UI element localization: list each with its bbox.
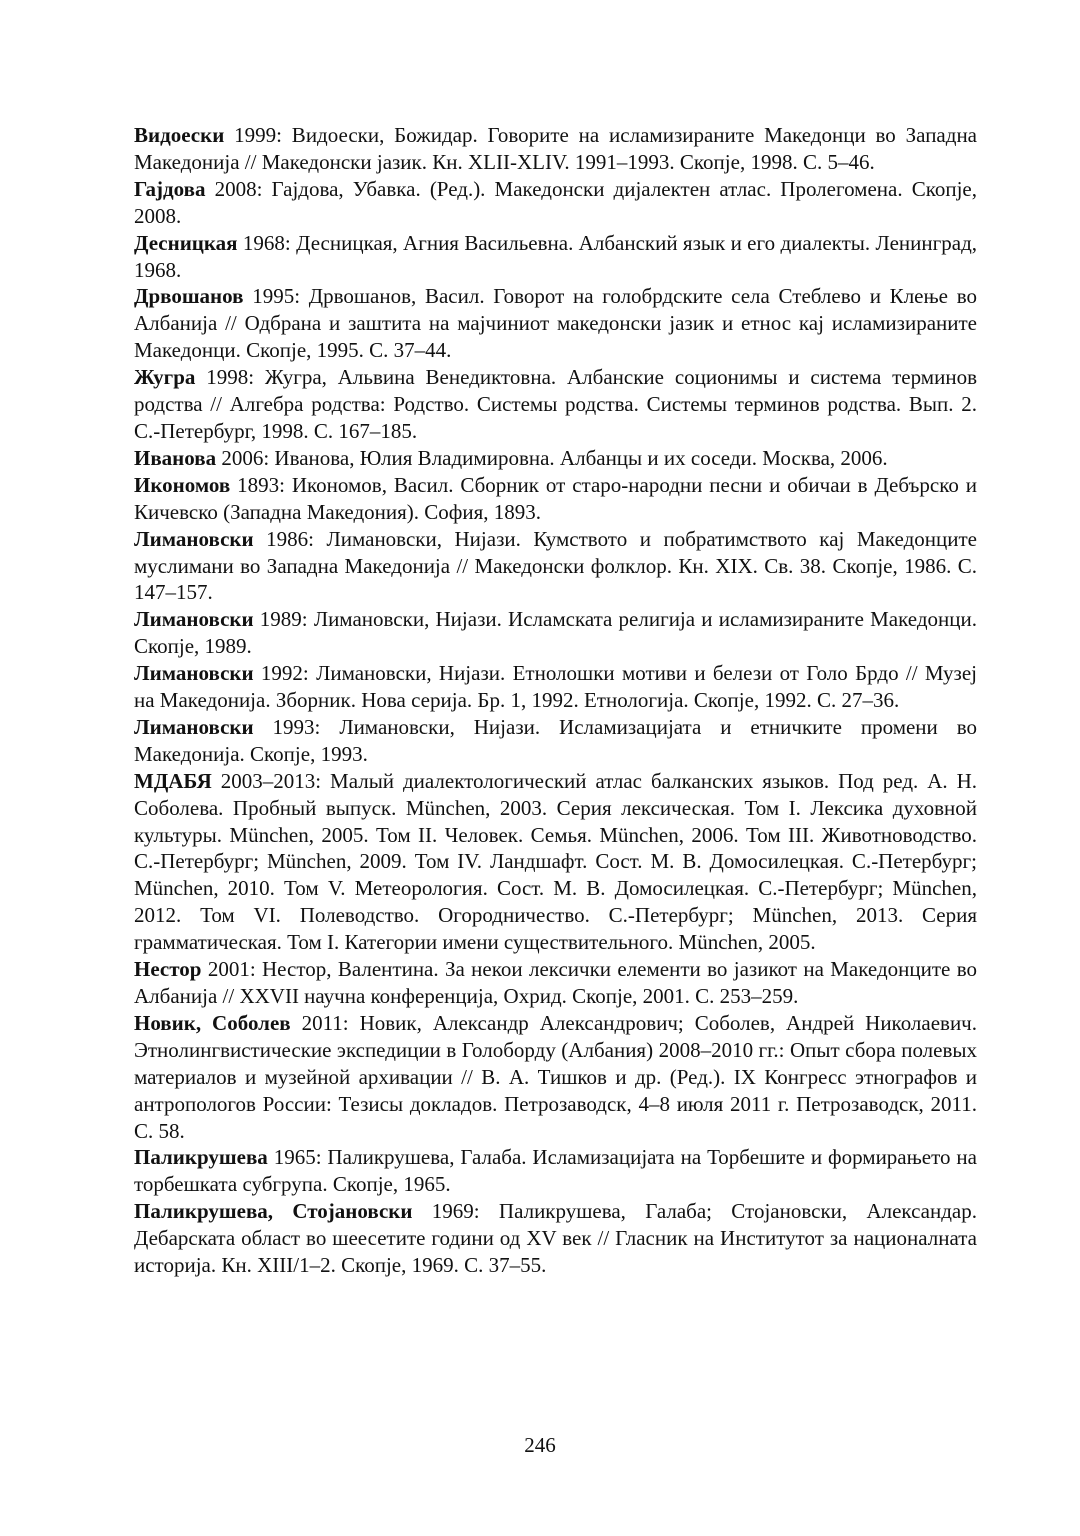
bibliography-entry xyxy=(134,176,977,230)
bibliography-entry xyxy=(134,1010,977,1145)
bibliography-entry xyxy=(134,230,977,284)
entry-text: 1893: Икономов, Васил. Сборник от старо-народни песни и обичаи в Дебърско и Кичевско (Западна Македония). София, 1893. xyxy=(134,472,977,524)
entry-author: Лимановски xyxy=(134,714,254,739)
bibliography-entry xyxy=(134,526,977,607)
entry-author: Нестор xyxy=(134,957,202,982)
entry-author: Паликрушева xyxy=(134,1145,268,1170)
entry-author: Паликрушева, Стојановски xyxy=(134,1199,413,1224)
bibliography-entry xyxy=(134,472,977,526)
bibliography-entry xyxy=(134,1144,977,1198)
entry-author: Новик, Соболев xyxy=(134,1010,291,1035)
entry-author: Гајдова xyxy=(134,176,206,201)
entry-text: 2001: Нестор, Валентина. За некои лексички елементи во јазикот на Македонците во Албанија // XXVII научна конференција, Охрид. Скопје, 2001. С. 253–259. xyxy=(134,957,977,1008)
bibliography-entry xyxy=(134,283,977,364)
entry-text: 1986: Лимановски, Нијази. Кумството и побратимството кај Македонците муслимани во Западна Македонија // Македонски фолклор. Кн. XIX. Св. 38. Скопје, 1986. С. 147–157. xyxy=(134,526,977,605)
entry-text: 2011: Новик, Александр Александрович; Соболев, Андрей Николаевич. Этнолингвистические экспедиции в Голоборду (Албания) 2008–2010 гг.: Опыт сбора полевых материалов и музейной архивации // В. А. Тишков и др. (Ред.). IX Конгресс этнографов и антропологов России: Тезисы докладов. Петрозаводск, 4–8 июля 2011 г. Петрозаводск, 2011. С. 58. xyxy=(134,1010,977,1143)
entry-text: 1998: Жугра, Альвина Венедиктовна. Албанские соционимы и система терминов родства // Алгебра родства: Родство. Системы родства. Системы терминов родства. Вып. 2. С.-Петербург, 1998. С. 167–185. xyxy=(134,365,977,443)
entry-text: 2006: Иванова, Юлия Владимировна. Албанцы и их соседи. Москва, 2006. xyxy=(216,445,888,470)
entry-author: Жугра xyxy=(134,365,196,390)
bibliography-entry xyxy=(134,364,977,445)
bibliography-entry xyxy=(134,956,977,1010)
entry-text: 2008: Гајдова, Убавка. (Ред.). Македонски дијалектен атлас. Пролегомена. Скопје, 2008. xyxy=(134,176,977,228)
bibliography-entry xyxy=(134,768,977,956)
entry-text: 1992: Лимановски, Нијази. Етнолошки мотиви и белези от Голо Брдо // Музеј на Македонија. Зборник. Нова серија. Бр. 1, 1992. Етнологија. Скопје, 1992. С. 27–36. xyxy=(134,661,977,713)
entry-text: 2003–2013: Малый диалектологический атлас балканских языков. Под ред. А. Н. Соболева. Пробный выпуск. München, 2003. Серия лексическая. Том I. Лексика духовной культуры. München, 2005. Том II. Человек. Семья. München, 2006. Том III. Животноводство. С.-Петербург; München, 2009. Том IV. Ландшафт. Сост. М. В. Домосилецкая. С.-Петербург; München, 2010. Том V. Метеорология. Сост. М. В. Домосилецкая. С.-Петербург; München, 2012. Том VI. Полеводство. Огородничество. С.-Петербург; München, 2013. Серия грамматическая. Том I. Категории имени существительного. München, 2005. xyxy=(134,768,977,955)
entry-text: 1968: Десницкая, Агния Васильевна. Албанский язык и его диалекты. Ленинград, 1968. xyxy=(134,230,977,282)
bibliography-entry xyxy=(134,660,977,714)
entry-text: 1969: Паликрушева, Галаба; Стојановски, Александар. Дебарската област во шеесетите години од XV век // Гласник на Институтот за националната историја. Кн. XIII/1–2. Скопје, 1969. С. 37–55. xyxy=(134,1199,977,1278)
entry-author: Лимановски xyxy=(134,526,254,551)
entry-text: 1989: Лимановски, Нијази. Исламската религија и исламизираните Македонци. Скопје, 1989. xyxy=(134,607,977,659)
entry-author: Десницкая xyxy=(134,230,238,255)
entry-author: Лимановски xyxy=(134,607,254,632)
bibliography-entry xyxy=(134,445,977,472)
entry-text: 1993: Лимановски, Нијази. Исламизацијата и етничките промени во Македонија. Скопје, 1993. xyxy=(134,714,977,766)
entry-text: 1999: Видоески, Божидар. Говорите на исламизираните Македонци во Западна Македонија // Македонски јазик. Кн. XLII-XLIV. 1991–1993. Скопје, 1998. С. 5–46. xyxy=(134,123,977,174)
entry-author: МДАБЯ xyxy=(134,768,212,793)
page-number: 246 xyxy=(524,1433,556,1457)
bibliography-list xyxy=(134,122,977,1279)
bibliography-entry xyxy=(134,606,977,660)
bibliography-entry xyxy=(134,1198,977,1279)
entry-text: 1965: Паликрушева, Галаба. Исламизацијата на Торбешите и формирањето на торбешката субгрупа. Скопје, 1965. xyxy=(134,1145,977,1197)
entry-author: Иванова xyxy=(134,445,217,470)
entry-author: Видоески xyxy=(134,123,225,147)
bibliography-entry xyxy=(134,122,977,176)
entry-author: Лимановски xyxy=(134,661,254,686)
entry-text: 1995: Дрвошанов, Васил. Говорот на голобрдските села Стеблево и Клење во Албанија // Одбрана и заштита на мајчиниот македонски јазик и етнос кај исламизираните Македонци. Скопје, 1995. С. 37–44. xyxy=(134,284,977,363)
bibliography-entry xyxy=(134,714,977,768)
entry-author: Икономов xyxy=(134,472,231,497)
entry-author: Дрвошанов xyxy=(134,284,244,309)
